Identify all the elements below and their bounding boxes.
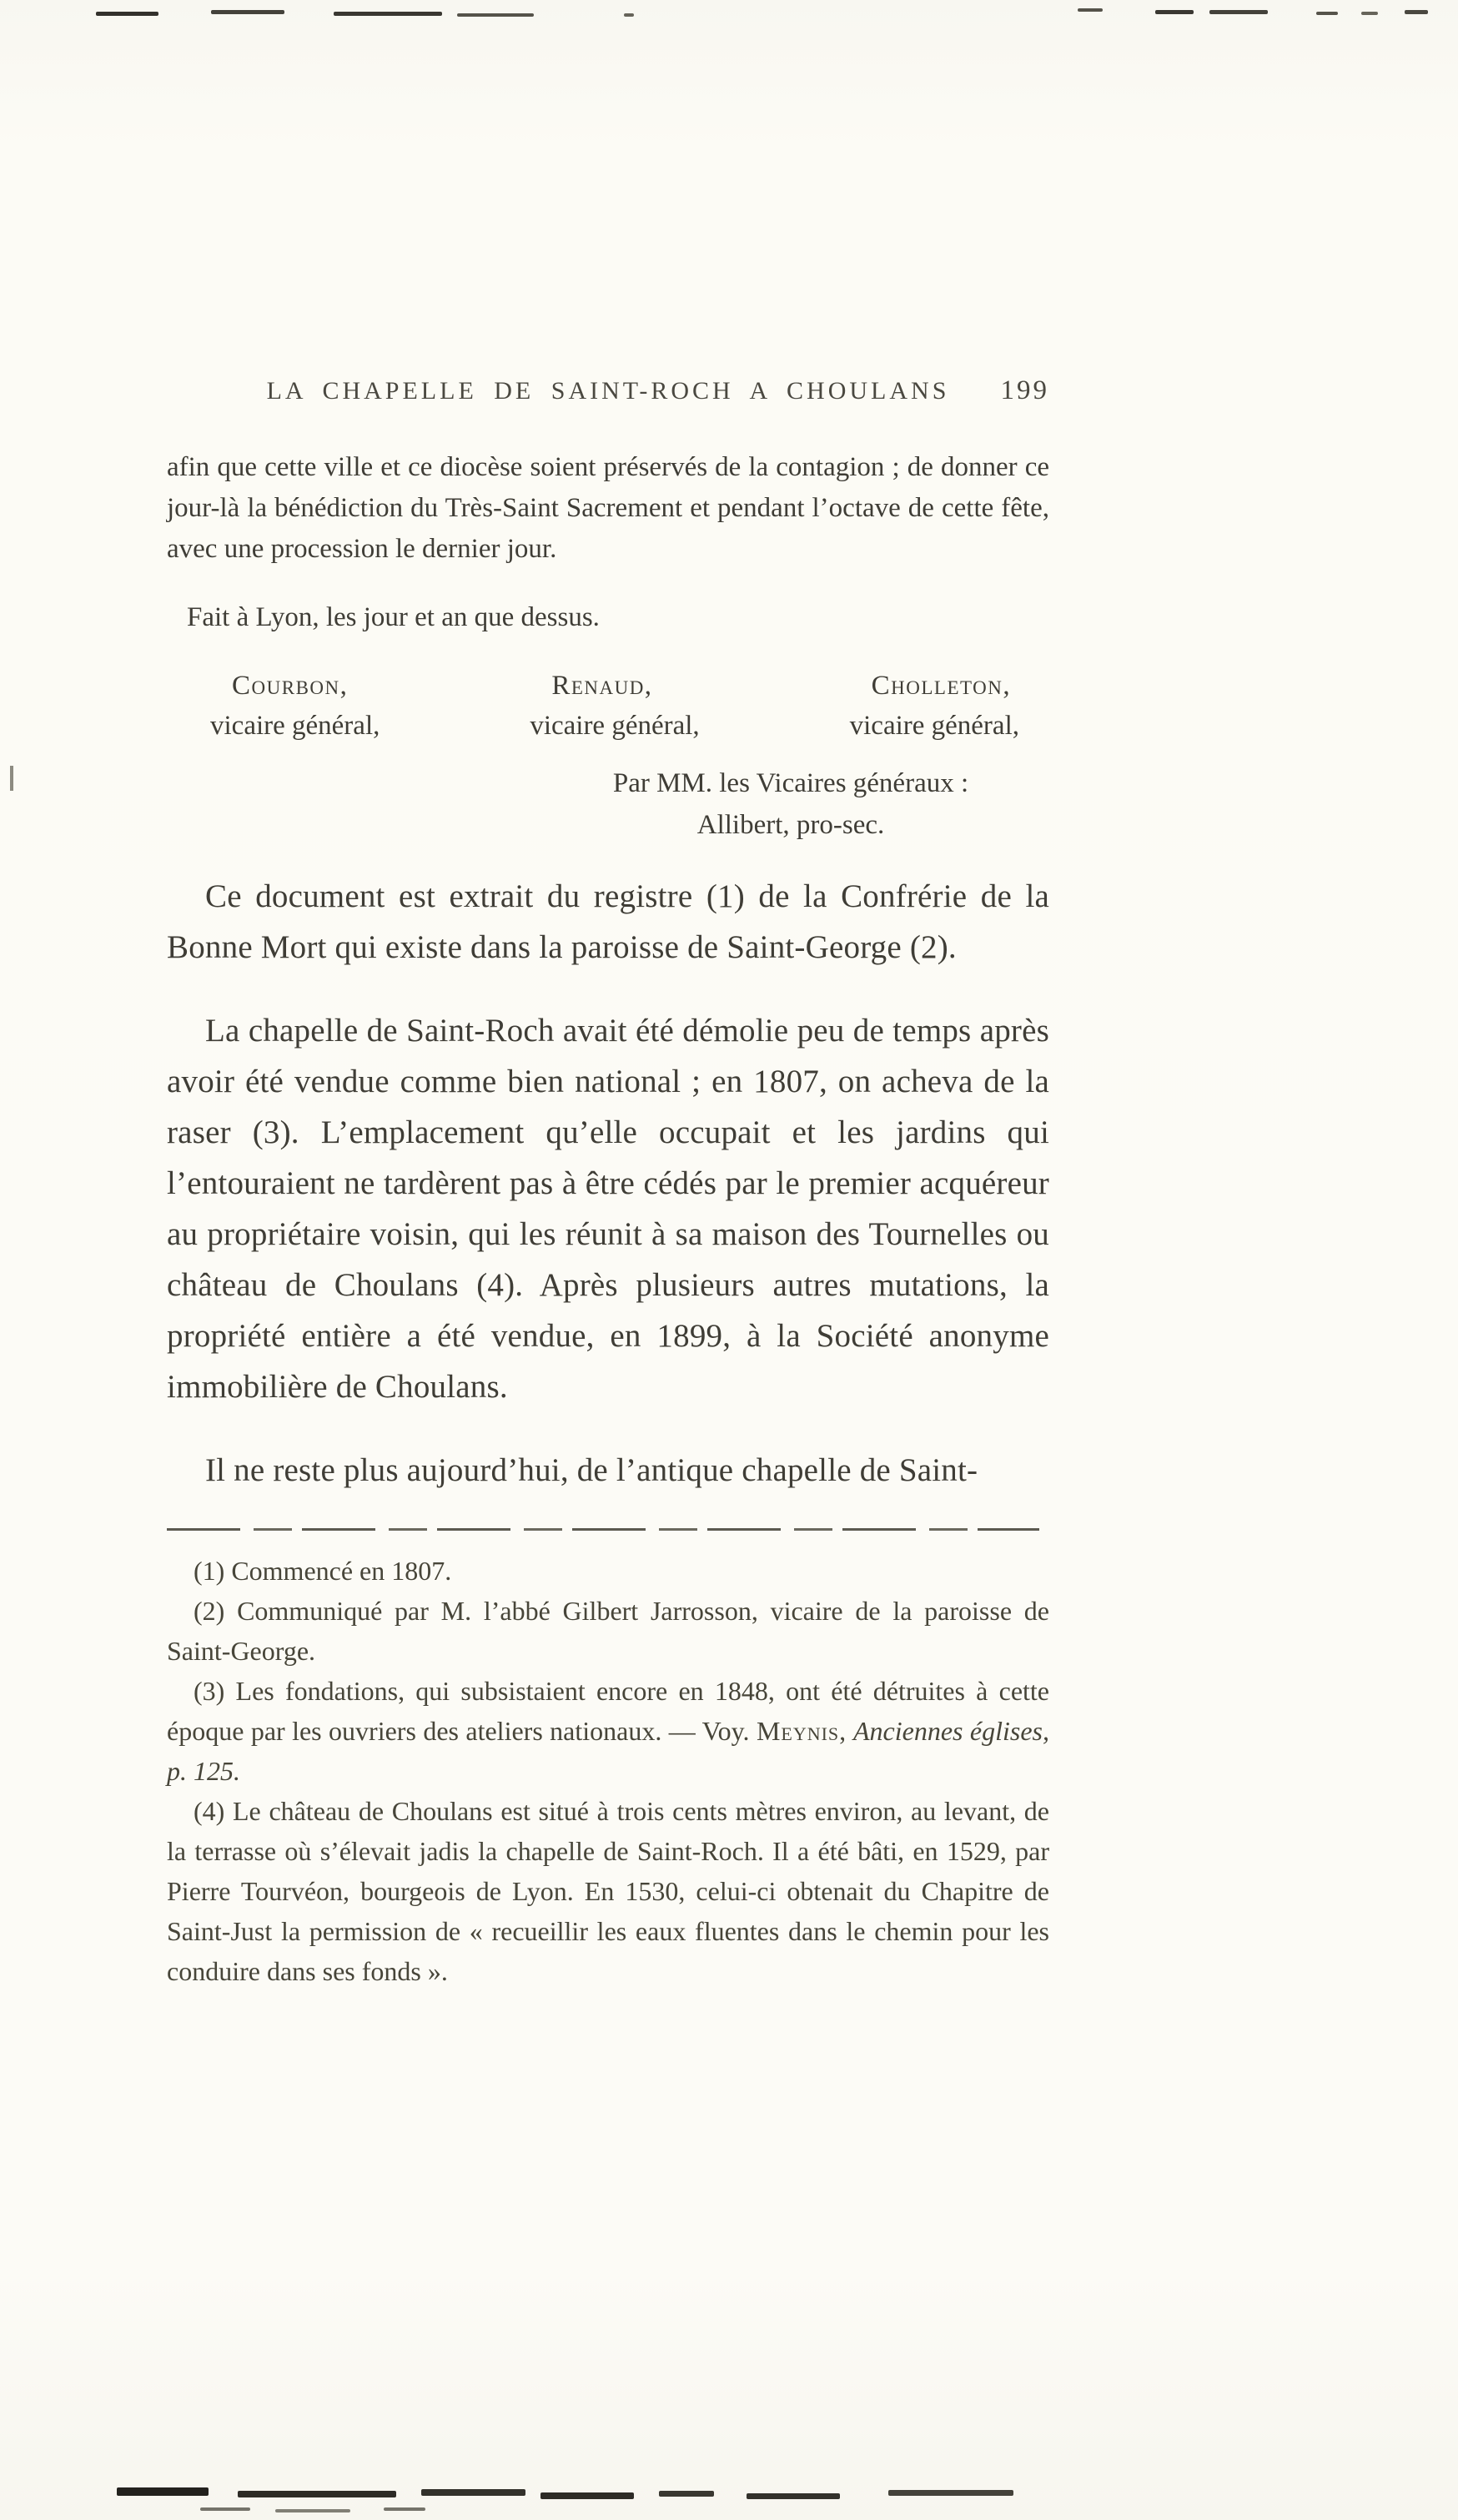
scan-artifact-dash — [1078, 8, 1103, 12]
footnote-3-work-title: Anciennes églises, p. 125. — [167, 1716, 1050, 1786]
signature-title: vicaire général, — [530, 711, 700, 741]
signature-name: Courbon, — [232, 671, 349, 701]
page-number: 199 — [1000, 375, 1049, 405]
footnote-3-author: Meynis, — [756, 1716, 847, 1746]
signature-name: Renaud, — [551, 671, 653, 701]
scan-artifact-dash — [334, 12, 442, 16]
scan-artifact-dash — [275, 2509, 350, 2512]
paragraph-il-ne-reste: Il ne reste plus aujourd’hui, de l’antique chapelle de Saint- — [205, 1452, 978, 1488]
footnote-4: (4) Le château de Choulans est situé à trois cents mètres environ, au levant, de la terrasse où s’élevait jadis la chapelle de Saint-Roch. Il a été bâti, en 1529, par Pierre Tourvéon, bourgeois de Lyon. En 1530, celui-ci obtenait du Chapitre de Saint-Just la permission de « recueillir les eaux fluentes dans le chemin pour les conduire dans ses fonds ». — [167, 1796, 1049, 1986]
scan-artifact-dash — [384, 2507, 425, 2511]
paragraph-quote-continuation: afin que cette ville et ce diocèse soient préservés de la contagion ; de donner ce jour-là la bénédiction du Très-Saint Sacrement et pendant l’octave de cette fête, avec une procession le dernier jour. — [167, 452, 1049, 564]
paragraph-ce-document: Ce document est extrait du registre (1) de la Confrérie de la Bonne Mort qui existe dans la paroisse de Saint-George (2). — [167, 878, 1049, 965]
footnote-3-text: (3) Les fondations, qui subsistaient encore en 1848, ont été détruites à cette époque par les ouvriers des ateliers nationaux. — Voy. — [167, 1676, 1049, 1746]
signature-block — [850, 666, 1019, 746]
scan-artifact-dash — [888, 2490, 1013, 2496]
scan-artifact-dash — [211, 10, 284, 14]
footnotes-section — [167, 1551, 1049, 1991]
scan-artifact-dash — [1155, 10, 1194, 14]
scan-artifact-dash — [747, 2493, 840, 2499]
footnote-2: (2) Communiqué par M. l’abbé Gilbert Jarrosson, vicaire de la paroisse de Saint-George. — [167, 1596, 1049, 1666]
scan-artifact-dash — [457, 13, 534, 17]
signature-title: vicaire général, — [849, 711, 1019, 741]
signature-block — [530, 666, 699, 746]
countersignature-line2: Allibert, pro-sec. — [696, 810, 885, 840]
scan-artifact-dash — [1361, 12, 1378, 15]
running-header-title: LA CHAPELLE DE SAINT-ROCH A CHOULANS — [266, 377, 950, 405]
countersignature-block — [557, 762, 1024, 846]
scan-artifact-dash — [1316, 12, 1338, 15]
signature-title: vicaire général, — [210, 711, 380, 741]
paragraph-la-chapelle: La chapelle de Saint-Roch avait été démolie peu de temps après avoir été vendue comme bien national ; en 1807, on acheva de la raser (3). L’emplacement qu’elle occupait et les jardins qui l’entouraient ne tardèrent pas à être cédés par le premier acquéreur au propriétaire voisin, qui les réunit à sa maison des Tournelles ou château de Choulans (4). Après plusieurs autres mutations, la propriété entière a été vendue, en 1899, à la Société anonyme immobilière de Choulans. — [167, 1013, 1049, 1405]
footnote-1: (1) Commencé en 1807. — [194, 1556, 452, 1586]
scan-artifact-dash — [200, 2507, 250, 2511]
paragraph-fait-a-lyon: Fait à Lyon, les jour et an que dessus. — [187, 602, 600, 632]
running-header — [167, 377, 1049, 412]
signature-row — [167, 666, 1049, 746]
scan-artifact-dash — [659, 2491, 714, 2497]
countersignature-line1: Par MM. les Vicaires généraux : — [612, 768, 969, 798]
scan-artifact-edge-mark — [10, 766, 13, 791]
signature-name: Cholleton, — [871, 671, 1012, 701]
footnote-separator-rule — [167, 1528, 1039, 1531]
scan-artifact-dash — [1209, 10, 1268, 14]
scan-artifact-dash — [540, 2492, 634, 2499]
scan-artifact-dash — [1405, 10, 1428, 14]
signature-block — [210, 666, 380, 746]
scan-artifact-dash — [238, 2491, 396, 2497]
scan-artifact-dash — [421, 2489, 525, 2496]
scan-artifact-dash — [117, 2487, 209, 2496]
footnote-3 — [167, 1671, 1049, 1791]
text-block — [167, 377, 1049, 1991]
scan-artifact-dash — [624, 13, 634, 17]
scan-artifact-dash — [96, 12, 158, 16]
